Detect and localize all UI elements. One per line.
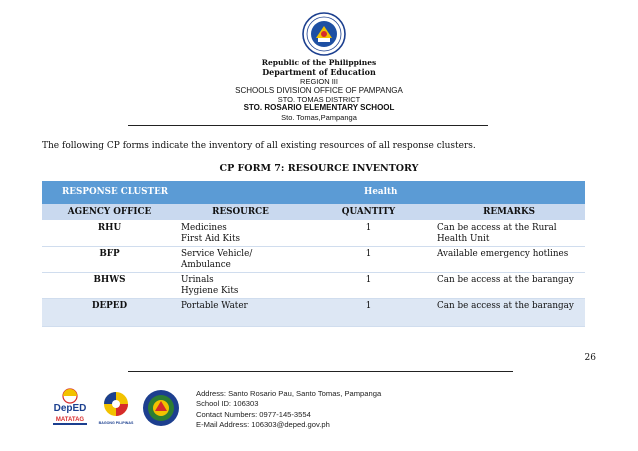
cluster-label: RESPONSE CLUSTER — [42, 181, 304, 204]
footer-contact-numbers: Contact Numbers: 0977-145-3554 — [196, 409, 311, 419]
header-department: Department of Education — [262, 67, 376, 77]
page-number: 26 — [584, 353, 596, 363]
header-location: Sto. Tomas,Pampanga — [281, 113, 357, 122]
bagong-pilipinas-text: BAGONG PILIPINAS — [98, 421, 134, 425]
quantity-cell: 1 — [304, 273, 433, 299]
deped-seal-icon — [302, 12, 346, 56]
footer-divider — [128, 371, 513, 372]
quantity-cell: 1 — [304, 247, 433, 273]
intro-text: The following CP forms indicate the inventory of all existing resources of all response clusters. — [42, 141, 476, 151]
header-district: STO. TOMAS DISTRICT — [277, 95, 361, 104]
deped-matatag-logo — [47, 387, 93, 427]
resource-cell — [177, 299, 304, 327]
cluster-value: Health — [304, 181, 585, 204]
header-region: REGION III — [300, 77, 338, 86]
remarks-line: Can be access at the barangay — [437, 275, 574, 285]
remarks-cell — [433, 221, 585, 247]
resource-line: First Aid Kits — [181, 234, 240, 244]
col-header-agency: AGENCY OFFICE — [42, 204, 177, 221]
header-division: SCHOOLS DIVISION OFFICE OF PAMPANGA — [235, 86, 403, 95]
remarks-line: Available emergency hotlines — [437, 249, 569, 259]
resource-cell — [177, 273, 304, 299]
resource-line: Portable Water — [181, 301, 248, 311]
table-row — [42, 299, 585, 327]
resource-line: Hygiene Kits — [181, 286, 239, 296]
agency-cell: BHWS — [42, 273, 177, 299]
footer-school-id: School ID: 106303 — [196, 399, 259, 409]
col-header-quantity: QUANTITY — [304, 204, 433, 221]
column-header-row — [42, 204, 585, 221]
resource-cell — [177, 221, 304, 247]
col-header-resource: RESOURCE — [177, 204, 304, 221]
remarks-cell — [433, 247, 585, 273]
agency-cell: BFP — [42, 247, 177, 273]
table-row — [42, 247, 585, 273]
remarks-line: Can be access at the Rural — [437, 223, 557, 233]
bagong-pilipinas-logo — [96, 389, 136, 427]
resource-line: Service Vehicle/ — [181, 249, 253, 259]
form-title: CP FORM 7: RESOURCE INVENTORY — [219, 163, 419, 174]
header-republic: Republic of the Philippines — [261, 58, 377, 67]
cluster-row — [42, 181, 585, 204]
footer-contact — [196, 389, 381, 430]
resource-line: Ambulance — [181, 260, 231, 270]
table-row — [42, 273, 585, 299]
resource-line: Urinals — [181, 275, 214, 285]
resource-line: Medicines — [181, 223, 227, 233]
quantity-cell: 1 — [304, 299, 433, 327]
remarks-line: Health Unit — [437, 234, 490, 244]
matatag-logo-text: MATATAG — [55, 417, 85, 423]
remarks-cell — [433, 299, 585, 327]
header-divider — [128, 125, 488, 126]
quantity-cell: 1 — [304, 221, 433, 247]
table-row — [42, 221, 585, 247]
remarks-cell — [433, 273, 585, 299]
agency-cell: RHU — [42, 221, 177, 247]
col-header-remarks: REMARKS — [433, 204, 585, 221]
footer-address: Address: Santo Rosario Pau, Santo Tomas, Pampanga — [196, 389, 382, 398]
school-seal-icon — [142, 389, 180, 427]
remarks-line: Can be access at the barangay — [437, 301, 574, 311]
resource-cell — [177, 247, 304, 273]
footer-email: E-Mail Address: 106303@deped.gov.ph — [196, 419, 330, 429]
resource-inventory-table — [42, 181, 585, 327]
deped-logo-text: DepED — [53, 403, 87, 414]
header-school: STO. ROSARIO ELEMENTARY SCHOOL — [243, 103, 395, 112]
agency-cell: DEPED — [42, 299, 177, 327]
